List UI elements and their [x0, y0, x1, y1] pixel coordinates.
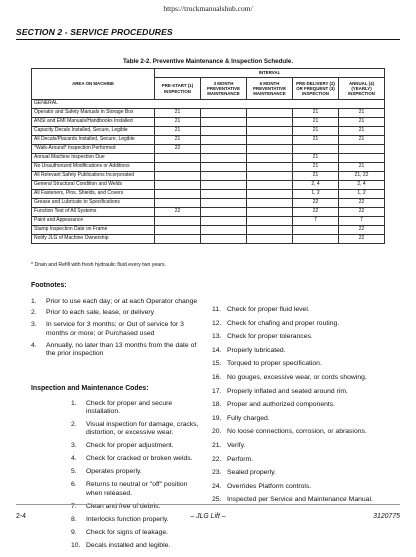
item-text: Check for chafing and proper routing.: [227, 319, 340, 327]
list-item: [31, 298, 199, 307]
interval-cell: 21: [339, 127, 385, 136]
area-cell: All Relevant Safety Publications Incorporated: [32, 172, 155, 181]
item-number: 2.: [31, 309, 37, 317]
interval-cell: 21, 22: [339, 172, 385, 181]
item-number: 21.: [212, 441, 222, 449]
column-header: 6 MONTH PREVENTATIVE MAINTENANCE: [247, 78, 293, 100]
area-cell: Stamp Inspection Date on Frame: [32, 226, 155, 235]
item-text: Check for proper tolerances.: [227, 333, 313, 341]
item-text: Properly inflated and seated around rim.: [227, 387, 348, 395]
interval-cell: [339, 154, 385, 163]
table-row: [32, 154, 385, 163]
table-row: [32, 145, 385, 154]
footnotes-list: [31, 298, 199, 359]
area-cell: ANSI and EMI Manuals/Handbooks Installed: [32, 118, 155, 127]
interval-header: INTERVAL: [155, 69, 385, 78]
interval-cell: 21: [155, 109, 201, 118]
table-row: [32, 217, 385, 226]
column-header: PRE-START (1) INSPECTION: [155, 78, 201, 100]
interval-cell: 21: [339, 118, 385, 127]
list-item: [212, 483, 402, 491]
interval-cell: [201, 109, 247, 118]
item-number: 13.: [212, 333, 222, 341]
table-row: [32, 208, 385, 217]
interval-cell: [293, 235, 339, 244]
interval-cell: 22: [339, 199, 385, 208]
interval-cell: [247, 190, 293, 199]
interval-cell: [247, 136, 293, 145]
interval-cell: [201, 154, 247, 163]
footer-center-text: – JLG Lift –: [190, 513, 226, 520]
interval-cell: [155, 190, 201, 199]
interval-cell: 22: [155, 145, 201, 154]
list-item: [71, 481, 199, 497]
interval-cell: 22: [339, 208, 385, 217]
item-number: 7.: [71, 502, 77, 510]
area-cell: Function Test of All Systems: [32, 208, 155, 217]
interval-cell: 21: [293, 109, 339, 118]
area-cell: Capacity Decals Installed, Secure, Legible: [32, 127, 155, 136]
interval-cell: 21: [293, 118, 339, 127]
item-number: 3.: [71, 442, 77, 450]
interval-cell: 2, 4: [339, 181, 385, 190]
item-number: 24.: [212, 482, 222, 490]
interval-cell: 21: [155, 136, 201, 145]
item-number: 1.: [71, 399, 77, 407]
interval-cell: [201, 199, 247, 208]
item-text: Annually, no later than 13 months from the date of the prior inspection: [46, 341, 197, 358]
list-item: [212, 374, 402, 382]
interval-cell: [293, 145, 339, 154]
item-number: 11.: [212, 306, 221, 313]
item-number: 12.: [212, 319, 222, 327]
table-caption: Table 2-2. Preventive Maintenance & Inspection Schedule.: [122, 58, 294, 65]
interval-cell: [201, 208, 247, 217]
list-item: [212, 415, 402, 423]
column-header: PRE-DELIVERY (2) OR FREQUENT (3) INSPECTION: [293, 78, 339, 100]
item-text: Check for proper adjustment.: [86, 442, 174, 450]
item-number: 23.: [212, 469, 222, 477]
area-cell: All Fasteners, Pins, Shields, and Covers: [32, 190, 155, 199]
interval-cell: 21: [339, 109, 385, 118]
interval-cell: [201, 118, 247, 127]
item-text: Overrides Platform controls.: [227, 482, 312, 490]
interval-cell: 21: [155, 127, 201, 136]
interval-cell: [247, 154, 293, 163]
interval-cell: [155, 226, 201, 235]
item-number: 16.: [212, 373, 222, 381]
item-number: 25.: [212, 496, 222, 504]
item-number: 10.: [71, 541, 81, 549]
interval-cell: [201, 145, 247, 154]
document-number: 3120775: [373, 513, 400, 520]
interval-cell: 22: [155, 208, 201, 217]
interval-cell: [155, 181, 201, 190]
area-cell: Grease and Lubricate to Specifications: [32, 199, 155, 208]
area-cell: Annual Machine Inspection Due: [32, 154, 155, 163]
item-number: 4.: [31, 341, 37, 349]
header-rule: [16, 39, 400, 40]
interval-cell: [201, 226, 247, 235]
column-header: ANNUAL (4) (YEARLY) INSPECTION: [339, 78, 385, 100]
interval-cell: [155, 199, 201, 208]
item-number: 14.: [212, 346, 222, 354]
item-text: No loose connections, corrosion, or abrasions.: [227, 428, 367, 436]
interval-cell: 21: [155, 118, 201, 127]
list-item: [71, 468, 199, 476]
interval-cell: 22: [293, 199, 339, 208]
interval-cell: 21: [339, 163, 385, 172]
list-item: [31, 342, 199, 359]
list-item: [212, 333, 402, 341]
item-text: Check for proper and secure installation.: [86, 399, 173, 415]
interval-cell: 22: [339, 226, 385, 235]
interval-cell: [201, 136, 247, 145]
item-text: Clean and free of debris.: [86, 502, 161, 510]
interval-cell: [247, 172, 293, 181]
interval-cell: [155, 217, 201, 226]
table-row: [32, 163, 385, 172]
interval-cell: 21: [293, 154, 339, 163]
interval-cell: 22: [339, 235, 385, 244]
item-number: 6.: [71, 481, 77, 489]
item-text: Fully charged.: [227, 414, 270, 422]
item-text: No gouges, excessive wear, or cords showing.: [227, 373, 367, 381]
item-text: In service for 3 months; or Out of service for 3 months or more; or Purchased used: [46, 321, 184, 337]
item-number: 9.: [71, 528, 77, 536]
footnotes-title: Footnotes:: [31, 282, 67, 289]
item-text: Interlocks function properly.: [86, 515, 169, 523]
list-item: [71, 421, 199, 437]
item-text: Visual inspection for damage, cracks, distortion, or excessive wear.: [86, 420, 199, 436]
item-text: Check for proper fluid level.: [227, 306, 310, 313]
interval-cell: 21: [293, 136, 339, 145]
interval-cell: [201, 163, 247, 172]
interval-cell: [293, 226, 339, 235]
table-row: [32, 199, 385, 208]
item-text: Properly lubricated.: [227, 346, 286, 354]
interval-cell: [247, 127, 293, 136]
interval-cell: [247, 226, 293, 235]
table-row: [32, 190, 385, 199]
interval-cell: [155, 235, 201, 244]
item-number: 20.: [212, 428, 222, 436]
item-number: 18.: [212, 401, 222, 409]
interval-cell: [247, 208, 293, 217]
interval-cell: [155, 163, 201, 172]
codes-section: [31, 385, 199, 557]
area-cell: *Walk-Around* Inspection Performed: [32, 145, 155, 154]
item-text: Returns to neutral or "off" position when released.: [86, 481, 188, 497]
maintenance-schedule-table: [31, 68, 385, 244]
table-row: [32, 181, 385, 190]
area-column-header: AREA ON MACHINE: [32, 69, 155, 100]
item-text: Torqued to proper specification.: [227, 360, 322, 368]
interval-cell: [201, 190, 247, 199]
list-item: [71, 542, 199, 550]
interval-cell: 1, 2: [293, 190, 339, 199]
interval-cell: [201, 172, 247, 181]
table-row: [32, 109, 385, 118]
item-text: Decals installed and legible.: [86, 541, 171, 549]
codes-right-column: [212, 306, 402, 510]
table-row: [32, 172, 385, 181]
item-number: 22.: [212, 455, 222, 463]
codes-title: Inspection and Maintenance Codes:: [31, 385, 149, 392]
item-text: Check for cracked or broken welds.: [86, 455, 193, 463]
footer-rule: [16, 504, 400, 505]
list-item: [212, 320, 402, 328]
interval-cell: 7: [339, 217, 385, 226]
table-row: [32, 127, 385, 136]
interval-cell: [201, 217, 247, 226]
list-item: [212, 388, 402, 396]
list-item: [212, 442, 402, 450]
table-row: [32, 226, 385, 235]
item-text: Operates properly.: [86, 468, 142, 476]
item-number: 8.: [71, 515, 77, 523]
interval-cell: [201, 181, 247, 190]
item-number: 17.: [212, 387, 222, 395]
interval-cell: [247, 235, 293, 244]
area-cell: No Unauthorized Modifications or Additions: [32, 163, 155, 172]
list-item: [71, 400, 199, 416]
table-row: [32, 118, 385, 127]
list-item: [212, 347, 402, 355]
list-item: [212, 456, 402, 464]
group-row: GENERAL: [32, 100, 385, 109]
codes-list-right: [212, 306, 402, 505]
list-item: [71, 529, 199, 537]
item-number: 4.: [71, 455, 77, 463]
interval-cell: [247, 217, 293, 226]
interval-cell: 2, 4: [293, 181, 339, 190]
item-text: Verify.: [227, 441, 246, 449]
interval-cell: 21: [293, 172, 339, 181]
item-number: 15.: [212, 360, 222, 368]
list-item: [71, 442, 199, 450]
interval-cell: 21: [293, 163, 339, 172]
table-row: [32, 235, 385, 244]
list-item: [31, 321, 199, 338]
item-number: 5.: [71, 468, 77, 476]
item-text: Prior to use each day; or at each Operator change: [46, 297, 198, 305]
area-cell: General Structural Condition and Welds: [32, 181, 155, 190]
interval-cell: [155, 154, 201, 163]
interval-cell: [247, 145, 293, 154]
list-item: [212, 360, 402, 368]
item-number: 2.: [71, 420, 77, 428]
item-text: Perform.: [227, 455, 254, 463]
item-number: 1.: [31, 297, 37, 305]
interval-cell: [247, 109, 293, 118]
item-number: 3.: [31, 321, 37, 329]
interval-cell: 7: [293, 217, 339, 226]
interval-cell: [155, 172, 201, 181]
interval-cell: [247, 199, 293, 208]
column-header: 3 MONTH PREVENTATIVE MAINTENANCE: [201, 78, 247, 100]
list-item: [212, 469, 402, 477]
item-text: Prior to each sale, lease, or delivery: [46, 309, 155, 317]
interval-cell: [247, 163, 293, 172]
interval-cell: [201, 127, 247, 136]
item-text: Sealed properly.: [227, 469, 276, 477]
list-item: [212, 428, 402, 436]
interval-cell: 22: [293, 208, 339, 217]
table-footnote: * Drain and Refill with fresh hydraulic fluid every two years.: [31, 262, 166, 268]
area-cell: Notify JLG of Machine Ownership: [32, 235, 155, 244]
area-cell: All Decals/Placards Installed, Secure, Legible: [32, 136, 155, 145]
interval-cell: [247, 181, 293, 190]
interval-cell: [201, 235, 247, 244]
section-title: SECTION 2 - SERVICE PROCEDURES: [16, 27, 173, 37]
item-number: 19.: [212, 414, 222, 422]
table-body: [32, 100, 385, 244]
interval-cell: [339, 145, 385, 154]
codes-list-left: [31, 400, 199, 551]
area-cell: Paint and Appearance: [32, 217, 155, 226]
source-url[interactable]: https://truckmanualshub.com/: [163, 4, 253, 13]
list-item: [212, 306, 402, 314]
list-item: [31, 309, 199, 318]
item-text: Proper and authorized components.: [227, 401, 336, 409]
list-item: [212, 401, 402, 409]
list-item: [71, 455, 199, 463]
interval-cell: [247, 118, 293, 127]
interval-cell: 1, 2: [339, 190, 385, 199]
item-text: Inspected per Service and Maintenance Manual.: [227, 496, 373, 504]
footnotes-section: [31, 282, 199, 362]
page-number: 2-4: [16, 513, 26, 520]
interval-cell: 21: [293, 127, 339, 136]
area-cell: Operator and Safety Manuals in Storage Box: [32, 109, 155, 118]
item-text: Check for signs of leakage.: [86, 528, 168, 536]
table-row: [32, 136, 385, 145]
interval-cell: 21: [339, 136, 385, 145]
